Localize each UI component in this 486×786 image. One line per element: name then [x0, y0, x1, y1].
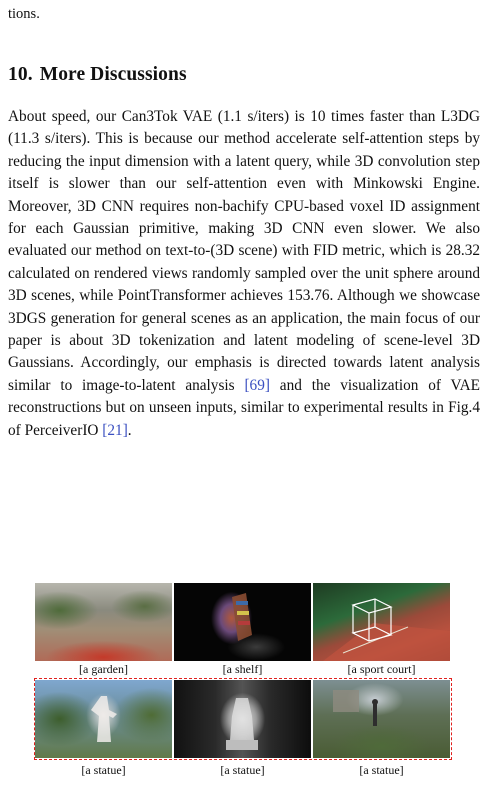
- shelf-render-image: [174, 583, 311, 661]
- citation-link-21[interactable]: [21]: [102, 421, 128, 439]
- caption-sport-court: [a sport court]: [347, 662, 416, 676]
- paragraph-text-1: About speed, our Can3Tok VAE (1.1 s/iters) is 10 times faster than L3DG (11.3 s/iters). This is because our method accelerate self-attention steps by reducing the input dimension with a latent query, while 3D convolution step itself is slower than our self-attention even with Minkowski Engine. Moreover, 3D CNN requires non-bachify CPU-based voxel ID assignment for each Gaussian primitive, making 3D CNN even slower. We also evaluated our method on text-to-(3D scene) with FID metric, which is 28.32 calculated on rendered views randomly sampled over the unit sphere around 3D scenes, while PointTransformer achieves 153.76. Although we showcase 3DGS generation for general scenes as an application, the main focus of our paper is about 3D tokenization and latent modeling of scene-level 3D Gaussians. Accordingly, our emphasis is directed towards latent analysis similar to image-to-latent analysis: [8, 108, 480, 394]
- caption-statue-2: [a statue]: [220, 763, 265, 777]
- figure-scene-grid: [33, 583, 453, 783]
- citation-link-69[interactable]: [69]: [244, 376, 270, 394]
- paragraph-text-3: .: [127, 421, 132, 439]
- previous-text-tail: tions.: [8, 6, 40, 22]
- discussion-paragraph: [8, 106, 480, 442]
- caption-statue-3: [a statue]: [359, 763, 404, 777]
- section-number: 10.: [8, 64, 33, 85]
- section-heading: [8, 64, 187, 86]
- paragraph-text-2: and the visualization of VAE reconstructions but on unseen inputs, similar to experimental results in Fig.4 of PerceiverIO: [8, 376, 480, 439]
- garden-render-image: [35, 583, 172, 661]
- highlight-dashed-frame: [34, 678, 452, 760]
- sport-court-render-image: [313, 583, 450, 661]
- caption-statue-1: [a statue]: [81, 763, 126, 777]
- caption-garden: [a garden]: [79, 662, 128, 676]
- section-title: More Discussions: [39, 64, 187, 85]
- caption-shelf: [a shelf]: [222, 662, 263, 676]
